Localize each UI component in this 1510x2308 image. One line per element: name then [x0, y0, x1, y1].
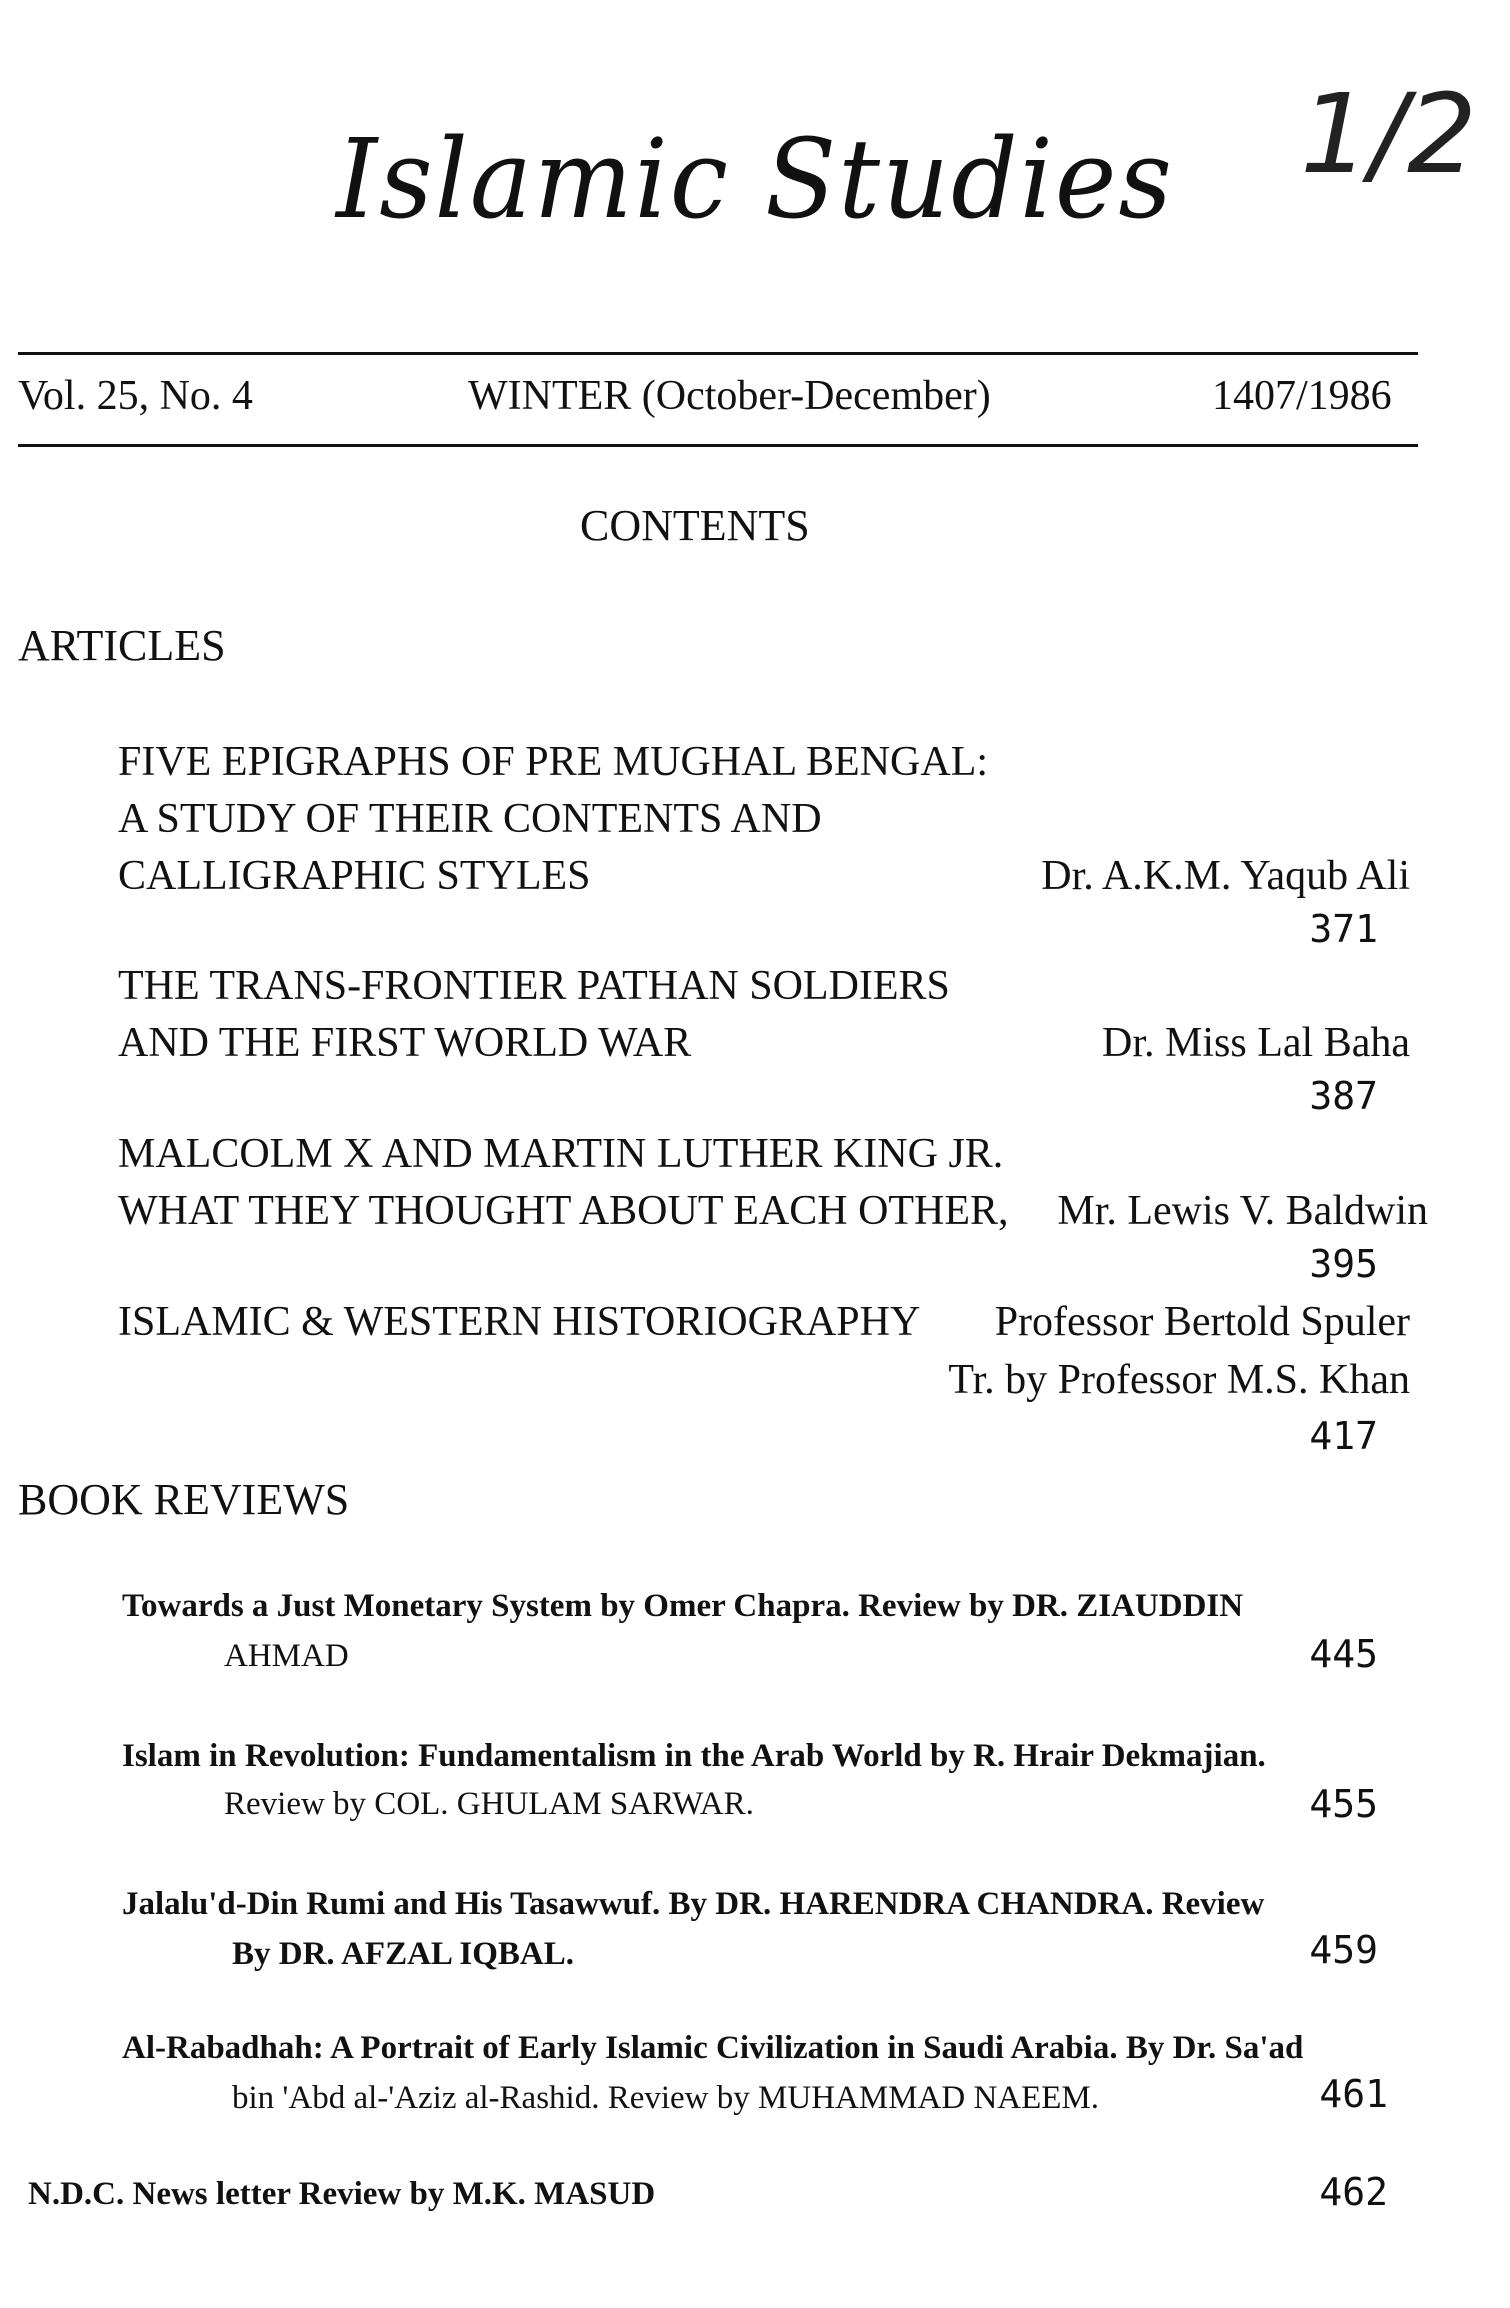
- article-3-page: 395: [1309, 1242, 1378, 1286]
- article-1-title-line-3: CALLIGRAPHIC STYLES: [118, 853, 591, 899]
- articles-heading: ARTICLES: [18, 621, 226, 670]
- article-4-title-line-1: ISLAMIC & WESTERN HISTORIOGRAPHY: [118, 1299, 921, 1345]
- article-4-translator: Tr. by Professor M.S. Khan: [948, 1357, 1410, 1403]
- review-1-line-2: AHMAD: [224, 1638, 349, 1674]
- issue-volume: Vol. 25, No. 4: [18, 373, 253, 419]
- review-2-line-1: Islam in Revolution: Fundamentalism in the Arab World by R. Hrair Dekmajian.: [122, 1738, 1266, 1774]
- issue-year: 1407/1986: [1212, 373, 1392, 419]
- article-1-title-line-1: FIVE EPIGRAPHS OF PRE MUGHAL BENGAL:: [118, 739, 989, 785]
- journal-title: Islamic Studies: [336, 114, 1174, 244]
- bottom-rule: [18, 444, 1418, 447]
- article-3-title-line-1: MALCOLM X AND MARTIN LUTHER KING JR.: [118, 1131, 1004, 1177]
- newsletter-page: 462: [1319, 2170, 1388, 2214]
- article-2-title-line-2: AND THE FIRST WORLD WAR: [118, 1020, 692, 1066]
- article-2-author: Dr. Miss Lal Baha: [1102, 1020, 1410, 1066]
- article-1-page: 371: [1309, 907, 1378, 951]
- article-3-author: Mr. Lewis V. Baldwin: [1057, 1188, 1428, 1234]
- review-4-page: 461: [1319, 2072, 1388, 2116]
- article-1-title-line-2: A STUDY OF THEIR CONTENTS AND: [118, 796, 822, 842]
- newsletter-review: N.D.C. News letter Review by M.K. MASUD: [28, 2176, 656, 2212]
- review-1-line-1: Towards a Just Monetary System by Omer Chapra. Review by DR. ZIAUDDIN: [122, 1588, 1244, 1624]
- review-2-page: 455: [1309, 1782, 1378, 1826]
- article-3-title-line-2: WHAT THEY THOUGHT ABOUT EACH OTHER,: [118, 1188, 1009, 1234]
- top-rule: [18, 352, 1418, 355]
- handwritten-note: 1/2: [1300, 70, 1478, 198]
- review-4-line-2: bin 'Abd al-'Aziz al-Rashid. Review by MUHAMMAD NAEEM.: [232, 2080, 1100, 2116]
- article-4-page: 417: [1309, 1414, 1378, 1458]
- contents-heading: CONTENTS: [580, 501, 810, 550]
- book-reviews-heading: BOOK REVIEWS: [18, 1475, 350, 1524]
- review-3-page: 459: [1309, 1928, 1378, 1972]
- article-2-page: 387: [1309, 1074, 1378, 1118]
- article-2-title-line-1: THE TRANS-FRONTIER PATHAN SOLDIERS: [118, 963, 950, 1009]
- review-4-line-1: Al-Rabadhah: A Portrait of Early Islamic Civilization in Saudi Arabia. By Dr. Sa'ad: [122, 2030, 1304, 2066]
- review-2-line-2: Review by COL. GHULAM SARWAR.: [224, 1786, 754, 1822]
- issue-season: WINTER (October-December): [468, 373, 991, 419]
- review-3-line-2: By DR. AFZAL IQBAL.: [232, 1936, 574, 1972]
- article-4-author: Professor Bertold Spuler: [994, 1299, 1410, 1345]
- review-3-line-1: Jalalu'd-Din Rumi and His Tasawwuf. By DR. HARENDRA CHANDRA. Review: [122, 1886, 1265, 1922]
- review-1-page: 445: [1309, 1632, 1378, 1676]
- article-1-author: Dr. A.K.M. Yaqub Ali: [1041, 853, 1410, 899]
